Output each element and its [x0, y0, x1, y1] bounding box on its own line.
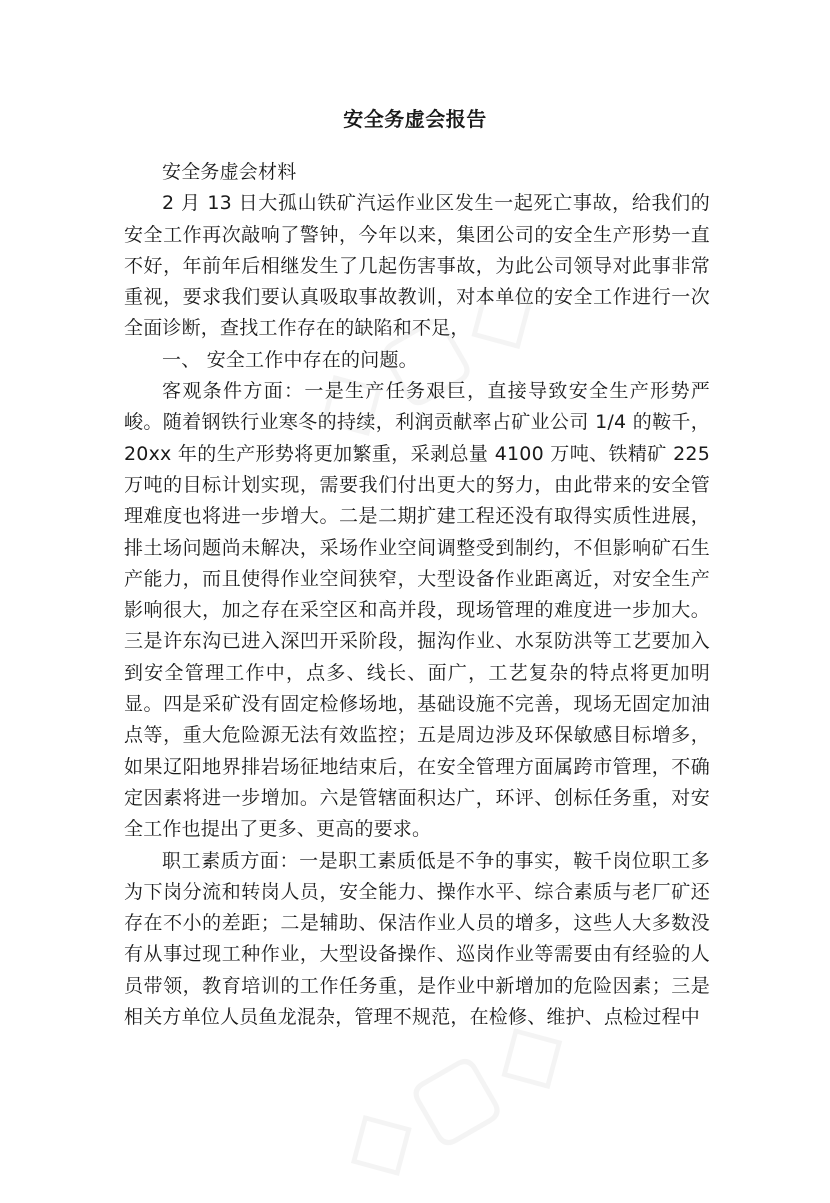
document-title: 安全务虚会报告: [343, 107, 487, 131]
paragraph-staff-quality: 职工素质方面：一是职工素质低是不争的事实，鞍千岗位职工多为下岗分流和转岗人员，安全能力、操作水平、综合素质与老厂矿还存在不小的差距；二是辅助、保洁作业人员的增多，这些人大多数没有从事过现工种作业，大型设备操作、巡岗作业等需要由有经验的人员带领，教育培训的工作任务重，是作业中新增加的危险因素；三是相关方单位人员鱼龙混杂，管理不规范，在检修、维护、点检过程中: [124, 849, 710, 1029]
paragraph-subtitle: 安全务虚会材料: [162, 161, 297, 183]
paragraph-intro: 2 月 13 日大孤山铁矿汽运作业区发生一起死亡事故，给我们的安全工作再次敲响了警钟，今年以来，集团公司的安全生产形势一直不好，年前年后相继发生了几起伤害事故，为此公司领导对此事非常重视，要求我们要认真吸取事故教训，对本单位的安全工作进行一次全面诊断，查找工作存在的缺陷和不足，: [124, 192, 710, 340]
document-body: [124, 157, 710, 1033]
paragraph-objective-conditions: 客观条件方面：一是生产任务艰巨，直接导致安全生产形势严峻。随着钢铁行业寒冬的持续，利润贡献率占矿业公司 1/4 的鞍千，20xx 年的生产形势将更加繁重，采剥总量 4100 万吨、铁精矿 225 万吨的目标计划实现，需要我们付出更大的努力，由此带来的安全管理难度也将进一步增大。二是二期扩建工程还没有取得实质性进展，排土场问题尚未解决，采场作业空间调整受到制约，不但影响矿石生产能力，而且使得作业空间狭窄，大型设备作业距离近，对安全生产影响很大，加之存在采空区和高并段，现场管理的难度进一步加大。三是许东沟已进入深凹开采阶段，掘沟作业、水泵防洪等工艺要加入到安全管理工作中，点多、线长、面广，工艺复杂的特点将更加明显。四是采矿没有固定检修场地，基础设施不完善，现场无固定加油点等，重大危险源无法有效监控；五是周边涉及环保敏感目标增多，如果辽阳地界排岩场征地结束后，在安全管理方面属跨市管理，不确定因素将进一步增加。六是管辖面积达广，环评、创标任务重，对安全工作也提出了更多、更高的要求。: [124, 380, 710, 841]
section-heading: 一、 安全工作中存在的问题。: [162, 348, 418, 371]
